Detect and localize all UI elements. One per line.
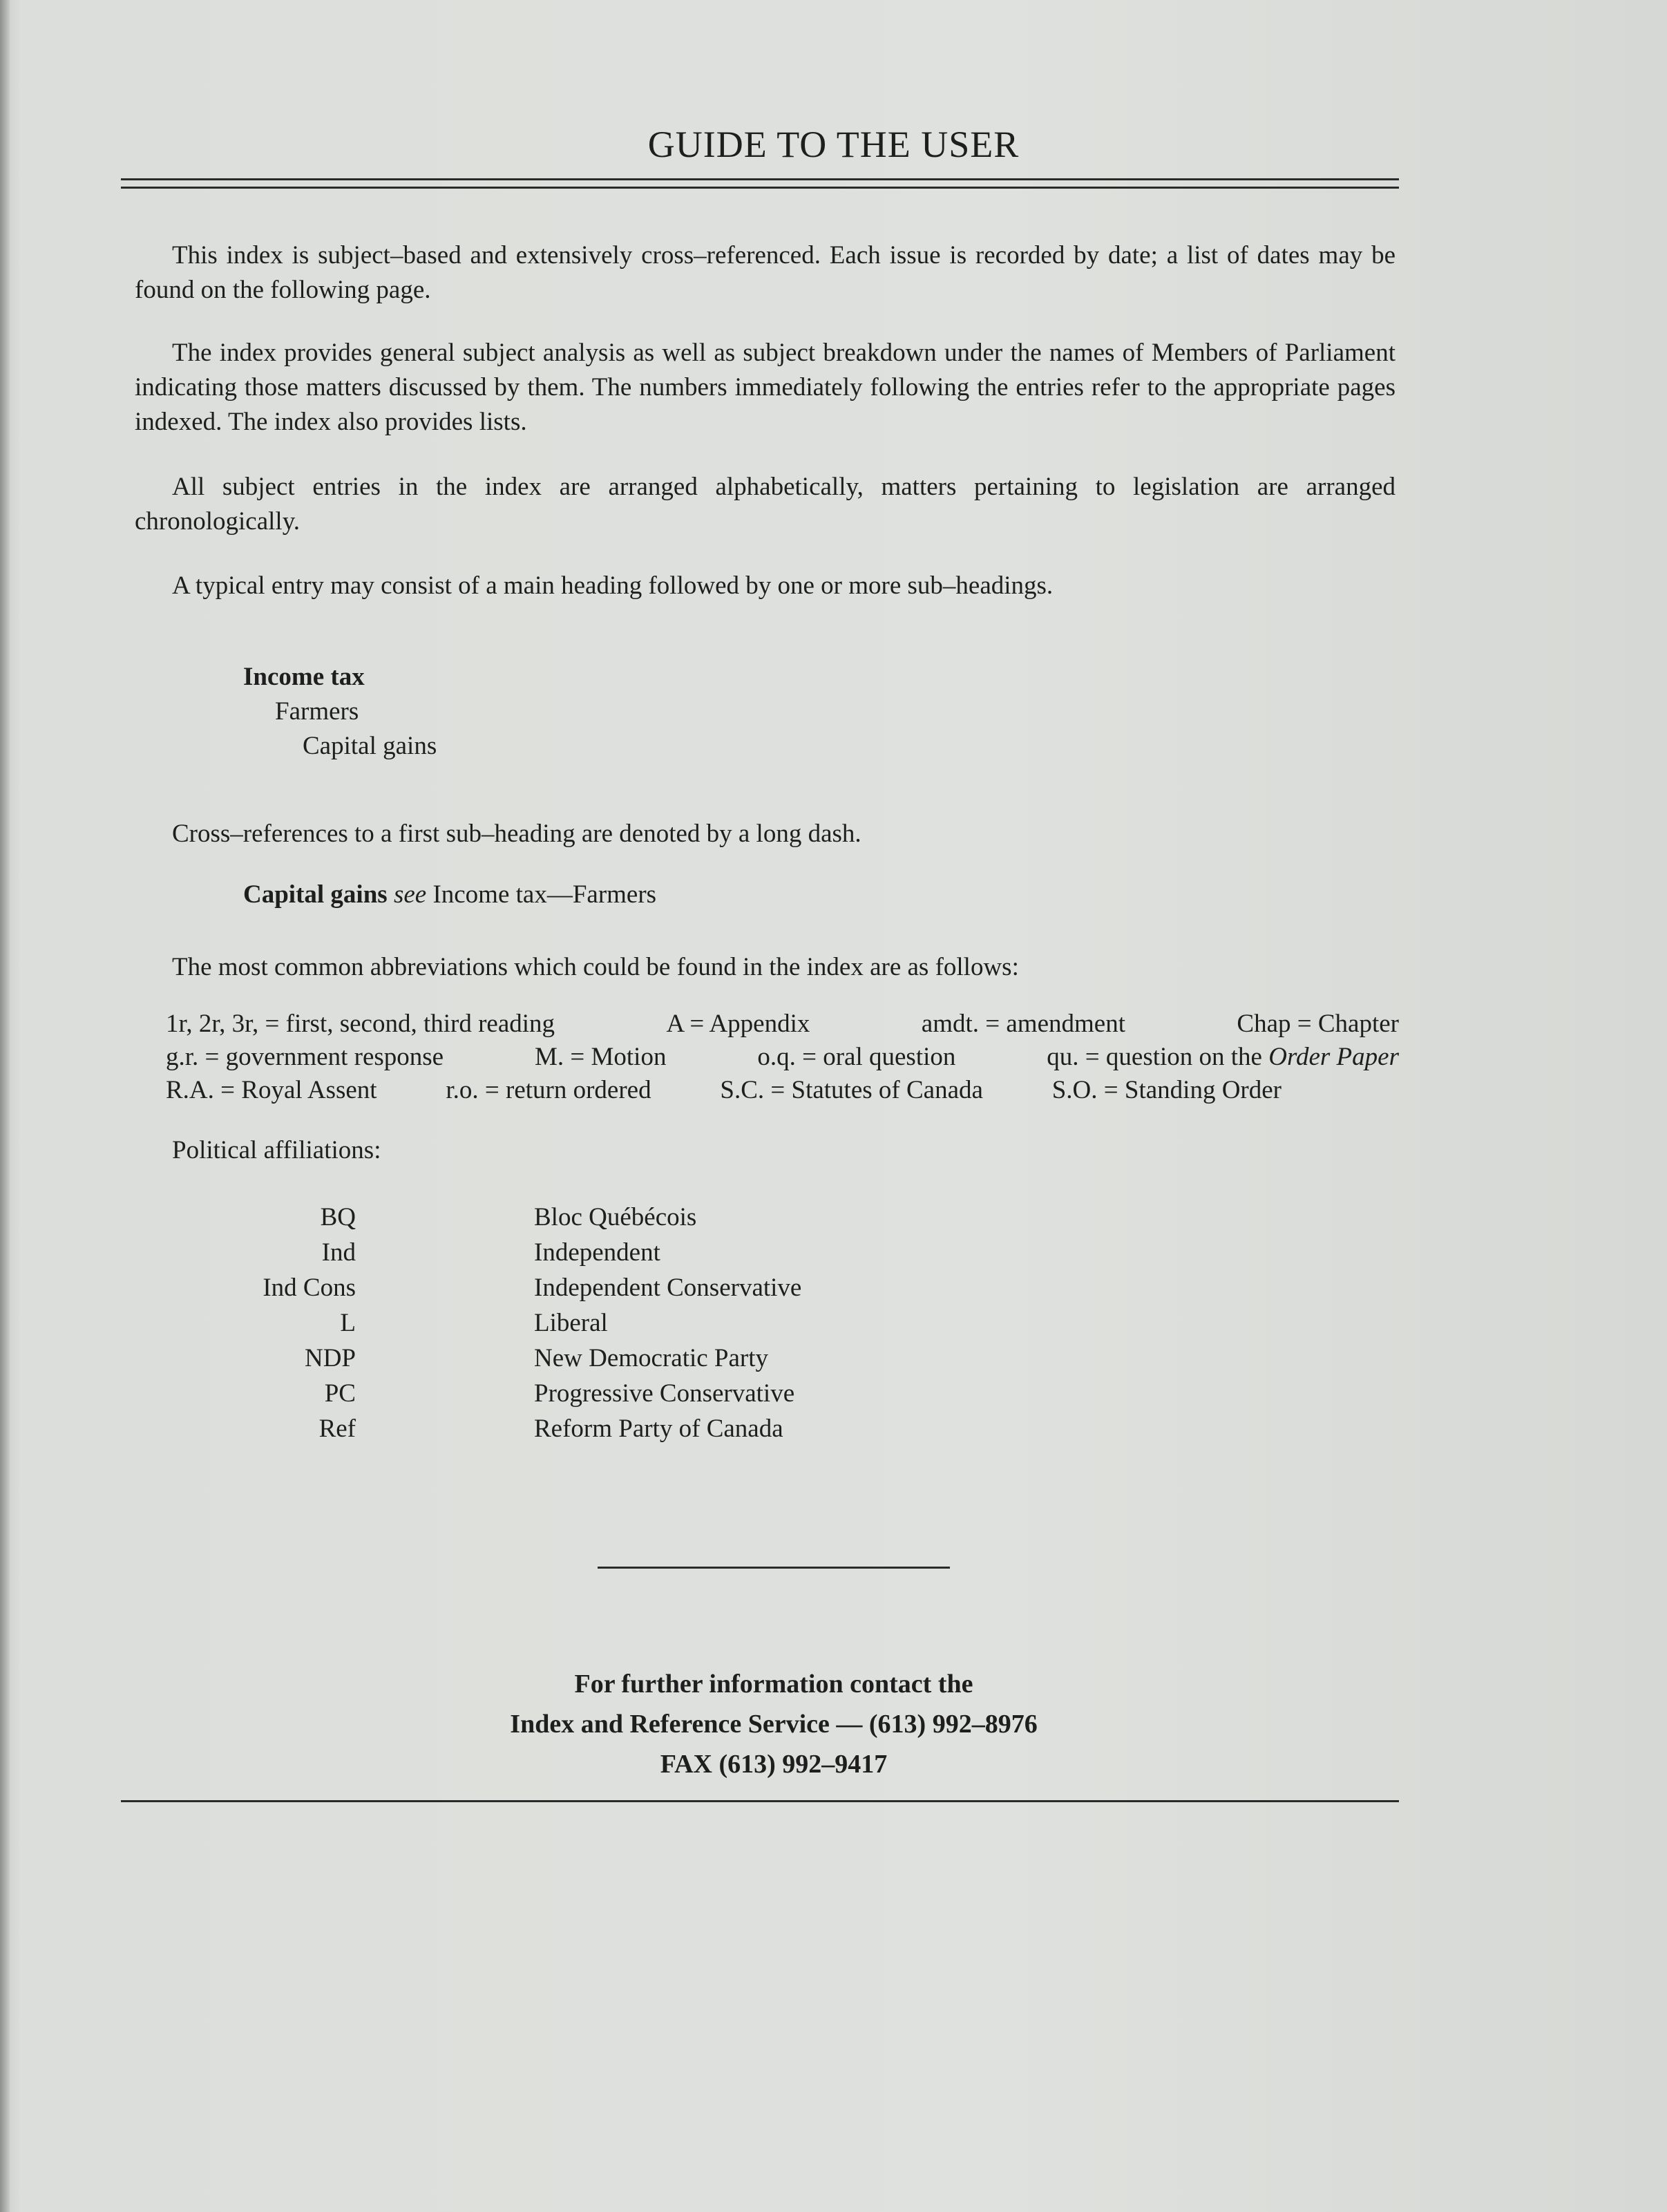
party-code: Ind bbox=[321, 1238, 356, 1267]
example-subheading-1: Farmers bbox=[275, 697, 359, 726]
party-code: PC bbox=[324, 1379, 356, 1408]
abbreviation-item: S.C. = Statutes of Canada bbox=[720, 1076, 983, 1104]
cross-reference-example bbox=[243, 880, 656, 909]
party-name: New Democratic Party bbox=[534, 1344, 769, 1372]
abbreviations-intro: The most common abbreviations which could be found in the index are as follows: bbox=[172, 953, 1019, 981]
party-name: Progressive Conservative bbox=[534, 1379, 795, 1408]
title-rule-top bbox=[121, 178, 1399, 180]
paragraph-analysis-text: The index provides general subject analysis as well as subject breakdown under the names of Members of Parliament indicating those matters discussed by them. The numbers immediately following the entries refer to the appropriate pages indexed. The index also provides lists. bbox=[135, 339, 1395, 436]
contact-line-2: Index and Reference Service — (613) 992–8976 bbox=[510, 1710, 1038, 1739]
abbreviation-item: r.o. = return ordered bbox=[446, 1076, 651, 1104]
example-subheading-2: Capital gains bbox=[303, 732, 437, 760]
abbreviation-item: amdt. = amendment bbox=[921, 1010, 1125, 1038]
affiliations-label: Political affiliations: bbox=[172, 1136, 381, 1164]
abbreviation-row bbox=[166, 1009, 1399, 1039]
abbreviation-row bbox=[166, 1042, 1399, 1072]
page-title: GUIDE TO THE USER bbox=[647, 124, 1020, 165]
abbreviation-item: g.r. = government response bbox=[166, 1043, 444, 1071]
abbreviation-item: Chap = Chapter bbox=[1237, 1010, 1399, 1038]
contact-line-1: For further information contact the bbox=[574, 1670, 973, 1699]
cross-reference-see: see bbox=[393, 880, 427, 909]
paragraph-arrangement-text: All subject entries in the index are arranged alphabetically, matters pertaining to legislation are arranged chronologically. bbox=[135, 473, 1395, 536]
title-rule-bottom bbox=[121, 187, 1399, 189]
abbreviation-item: R.A. = Royal Assent bbox=[166, 1076, 377, 1104]
paragraph-intro bbox=[135, 238, 1395, 308]
section-divider bbox=[598, 1567, 950, 1569]
party-name: Liberal bbox=[534, 1309, 608, 1337]
example-heading: Income tax bbox=[243, 663, 365, 691]
abbreviation-item: o.q. = oral question bbox=[757, 1043, 956, 1071]
abbreviation-item-text: qu. = question on the bbox=[1047, 1043, 1262, 1071]
party-code: NDP bbox=[304, 1344, 356, 1372]
paragraph-intro-text: This index is subject–based and extensively cross–referenced. Each issue is recorded by date; a list of dates may be found on the following page. bbox=[135, 241, 1395, 304]
cross-reference-intro: Cross–references to a first sub–heading are denoted by a long dash. bbox=[172, 820, 861, 848]
party-code: Ref bbox=[318, 1415, 356, 1443]
abbreviation-item: A = Appendix bbox=[666, 1010, 810, 1038]
paragraph-analysis bbox=[135, 336, 1395, 439]
bottom-rule bbox=[121, 1800, 1399, 1802]
cross-reference-term: Capital gains bbox=[243, 880, 388, 909]
abbreviation-item bbox=[1047, 1042, 1399, 1072]
party-name: Independent bbox=[534, 1238, 660, 1267]
party-code: L bbox=[340, 1309, 356, 1337]
contact-fax: FAX (613) 992–9417 bbox=[660, 1750, 888, 1779]
binding-edge bbox=[0, 0, 10, 2212]
party-name: Reform Party of Canada bbox=[534, 1415, 783, 1443]
paragraph-typical-entry: A typical entry may consist of a main heading followed by one or more sub–headings. bbox=[172, 571, 1054, 600]
party-name: Bloc Québécois bbox=[534, 1203, 697, 1231]
party-code: BQ bbox=[320, 1203, 356, 1231]
order-paper-text: Order Paper bbox=[1268, 1043, 1399, 1071]
abbreviation-row bbox=[166, 1075, 1282, 1105]
paragraph-arrangement bbox=[135, 470, 1395, 539]
party-code: Ind Cons bbox=[263, 1274, 356, 1302]
abbreviation-item: M. = Motion bbox=[534, 1043, 667, 1071]
abbreviation-item: S.O. = Standing Order bbox=[1051, 1076, 1282, 1104]
abbreviation-item: 1r, 2r, 3r, = first, second, third reading bbox=[166, 1010, 555, 1038]
party-name: Independent Conservative bbox=[534, 1274, 802, 1302]
cross-reference-target: Income tax—Farmers bbox=[432, 880, 657, 909]
